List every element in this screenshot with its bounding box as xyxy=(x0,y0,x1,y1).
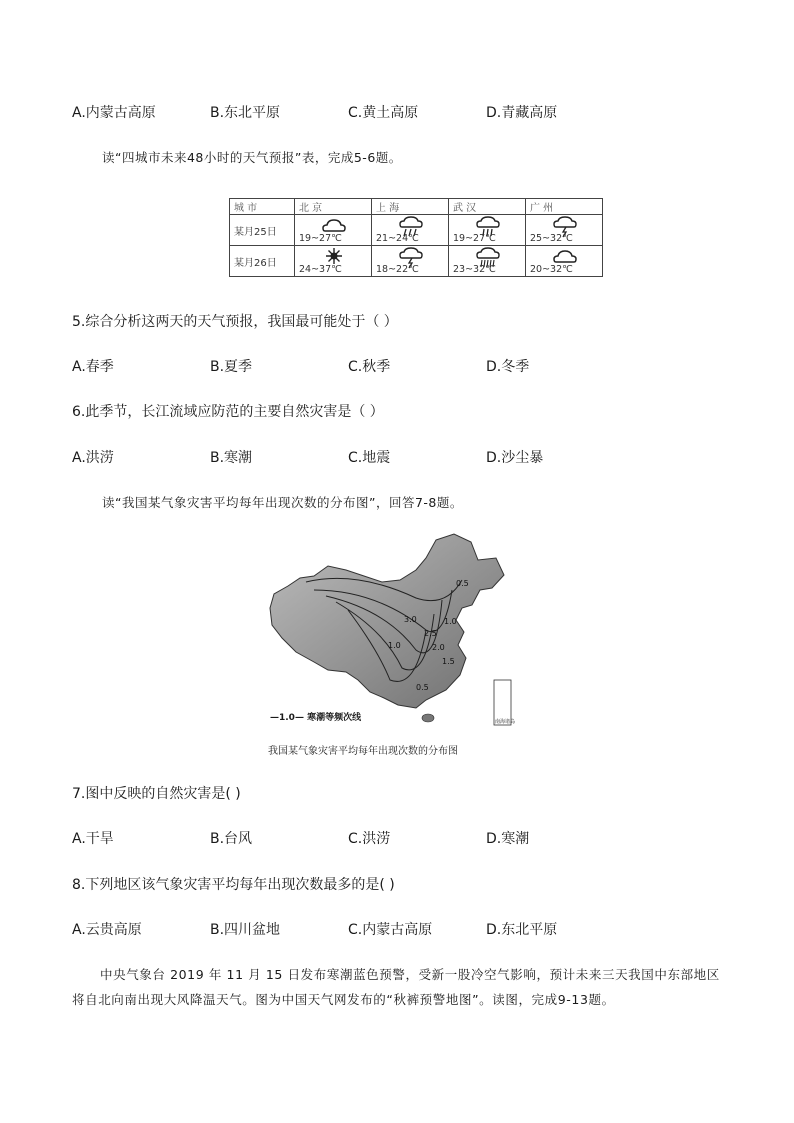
q8-option-b[interactable]: B.四川盆地 xyxy=(210,922,281,938)
q7-option-c[interactable]: C.洪涝 xyxy=(348,831,391,847)
q4-options xyxy=(72,102,732,124)
q8-text: 8.下列地区该气象灾害平均每年出现次数最多的是( ) xyxy=(72,877,395,893)
table-cell xyxy=(526,246,603,277)
table-cell xyxy=(449,246,526,277)
intro-5-6: 读“四城市未来48小时的天气预报”表，完成5-6题。 xyxy=(102,150,402,165)
inset-label: 南海诸岛 xyxy=(495,719,516,725)
q4-option-a[interactable]: A.内蒙古高原 xyxy=(72,105,156,121)
cold-wave-map xyxy=(266,530,516,730)
q7-option-a[interactable]: A.干旱 xyxy=(72,831,114,847)
q5-option-a[interactable]: A.春季 xyxy=(72,359,114,375)
weather-table xyxy=(229,198,603,277)
q4-option-b[interactable]: B.东北平原 xyxy=(210,105,281,121)
q5-options xyxy=(72,356,732,378)
table-header-wuhan: 武 汉 xyxy=(449,199,526,215)
temp-text: 24~37℃ xyxy=(299,264,342,275)
intro-9-13: 中央气象台 2019 年 11 月 15 日发布寒潮蓝色预警，受新一股冷空气影响，预计未来三天我国中东部地区将自北向南出现大风降温天气。图为中国天气网发布的“秋裤预警地图”。读图，完成9-13题。 xyxy=(72,967,720,1007)
hainan-island xyxy=(422,714,434,722)
q5-text: 5.综合分析这两天的天气预报，我国最可能处于（ ） xyxy=(72,314,398,330)
china-map-figure xyxy=(266,530,516,730)
contour-label: 1.5 xyxy=(442,657,455,666)
temp-text: 21~24℃ xyxy=(376,233,419,244)
temp-text: 19~27℃ xyxy=(453,233,496,244)
table-header-beijing: 北 京 xyxy=(295,199,372,215)
temp-text: 20~32℃ xyxy=(530,264,573,275)
q7-text: 7.图中反映的自然灾害是( ) xyxy=(72,786,241,802)
temp-text: 19~27℃ xyxy=(299,233,342,244)
temp-text: 18~22℃ xyxy=(376,264,419,275)
table-cell xyxy=(526,215,603,246)
q6-option-b[interactable]: B.寒潮 xyxy=(210,450,253,466)
q6-option-a[interactable]: A.洪涝 xyxy=(72,450,114,466)
q6-option-c[interactable]: C.地震 xyxy=(348,450,391,466)
q8-option-a[interactable]: A.云贵高原 xyxy=(72,922,142,938)
table-header-city: 城 市 xyxy=(230,199,295,215)
table-header-shanghai: 上 海 xyxy=(372,199,449,215)
intro-7-8: 读“我国某气象灾害平均每年出现次数的分布图”，回答7-8题。 xyxy=(102,495,463,510)
table-cell xyxy=(372,246,449,277)
row-label-day25: 某月25日 xyxy=(230,215,295,246)
contour-label: 3.0 xyxy=(404,615,417,624)
q5-option-b[interactable]: B.夏季 xyxy=(210,359,253,375)
table-cell xyxy=(449,215,526,246)
temp-text: 23~32℃ xyxy=(453,264,496,275)
temp-text: 25~32℃ xyxy=(530,233,573,244)
table-header-guangzhou: 广 州 xyxy=(526,199,603,215)
table-cell xyxy=(372,215,449,246)
table-cell xyxy=(295,246,372,277)
table-cell xyxy=(295,215,372,246)
contour-label: 0.5 xyxy=(416,683,429,692)
contour-label: 0.5 xyxy=(456,579,469,588)
q5-option-d[interactable]: D.冬季 xyxy=(486,359,530,375)
q4-option-c[interactable]: C.黄土高原 xyxy=(348,105,419,121)
row-label-day26: 某月26日 xyxy=(230,246,295,277)
q8-option-d[interactable]: D.东北平原 xyxy=(486,922,558,938)
q5-option-c[interactable]: C.秋季 xyxy=(348,359,391,375)
q4-option-d[interactable]: D.青藏高原 xyxy=(486,105,558,121)
q8-options xyxy=(72,919,732,941)
contour-label: 1.0 xyxy=(388,641,401,650)
q7-option-d[interactable]: D.寒潮 xyxy=(486,831,530,847)
q6-option-d[interactable]: D.沙尘暴 xyxy=(486,450,544,466)
map-legend: —1.0— 寒潮等频次线 xyxy=(270,713,362,723)
china-outline xyxy=(270,534,504,708)
map-caption: 我国某气象灾害平均每年出现次数的分布图 xyxy=(268,746,458,757)
q7-options xyxy=(72,828,732,850)
q7-option-b[interactable]: B.台风 xyxy=(210,831,253,847)
q6-text: 6.此季节，长江流域应防范的主要自然灾害是（ ） xyxy=(72,404,384,420)
q6-options xyxy=(72,447,732,469)
q8-option-c[interactable]: C.内蒙古高原 xyxy=(348,922,433,938)
contour-label: 2.0 xyxy=(432,643,445,652)
contour-label: 1.0 xyxy=(444,617,457,626)
contour-label: 2.5 xyxy=(424,629,437,638)
